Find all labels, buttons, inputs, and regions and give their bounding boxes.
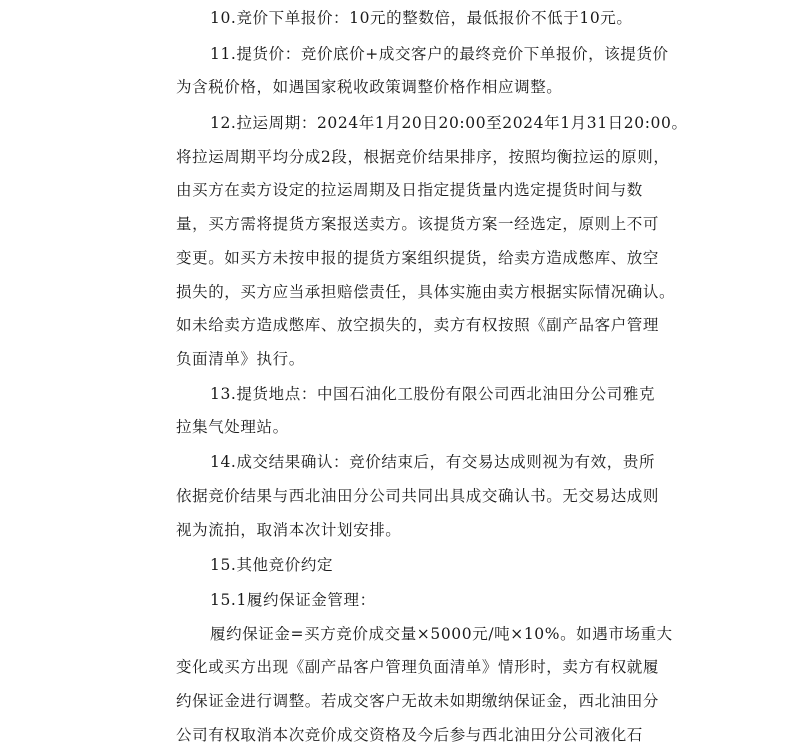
paragraph-14-line-2: 依据竞价结果与西北油田分公司共同出具成交确认书。无交易达成则 [176, 486, 660, 505]
section-15-heading: 15.其他竞价约定 [210, 556, 334, 575]
paragraph-14-line-3: 视为流拍，取消本次计划安排。 [176, 520, 402, 539]
paragraph-15-1-line-4: 公司有权取消本次竞价成交资格及今后参与西北油田分公司液化石 [176, 725, 643, 744]
paragraph-11-line-2: 为含税价格，如遇国家税收政策调整价格作相应调整。 [176, 78, 563, 97]
paragraph-12-line-4: 量，买方需将提货方案报送卖方。该提货方案一经选定，原则上不可 [176, 215, 660, 234]
paragraph-10-line-1: 10.竞价下单报价：10元的整数倍，最低报价不低于10元。 [210, 9, 633, 27]
paragraph-12-line-2: 将拉运周期平均分成2段，根据竞价结果排序，按照均衡拉运的原则， [176, 147, 670, 166]
paragraph-13-line-2: 拉集气处理站。 [176, 418, 289, 437]
paragraph-11-line-1: 11.提货价：竞价底价+成交客户的最终竞价下单报价，该提货价 [210, 44, 669, 63]
paragraph-13-line-1: 13.提货地点：中国石油化工股份有限公司西北油田分公司雅克 [210, 384, 656, 403]
paragraph-12-line-1: 12.拉运周期：2024年1月20日20:00至2024年1月31日20:00。 [210, 114, 688, 132]
paragraph-15-1-line-1: 履约保证金=买方竞价成交量×5000元/吨×10%。如遇市场重大 [210, 624, 673, 643]
paragraph-14-line-1: 14.成交结果确认：竞价结束后，有交易达成则视为有效，贵所 [210, 453, 656, 472]
paragraph-15-1-line-2: 变化或买方出现《副产品客户管理负面清单》情形时，卖方有权就履 [176, 658, 660, 677]
paragraph-15-1-line-3: 约保证金进行调整。若成交客户无故未如期缴纳保证金，西北油田分 [176, 692, 660, 710]
section-15-1-heading: 15.1履约保证金管理： [210, 590, 376, 609]
paragraph-12-line-3: 由买方在卖方设定的拉运周期及日指定提货量内选定提货时间与数 [176, 181, 643, 200]
paragraph-12-line-7: 如未给卖方造成憋库、放空损失的，卖方有权按照《副产品客户管理 [176, 316, 660, 335]
paragraph-12-line-6: 损失的，买方应当承担赔偿责任，具体实施由卖方根据实际情况确认。 [176, 282, 676, 301]
paragraph-12-line-5: 变更。如买方未按申报的提货方案组织提货，给卖方造成憋库、放空 [176, 248, 660, 267]
paragraph-12-line-8: 负面清单》执行。 [176, 350, 305, 368]
